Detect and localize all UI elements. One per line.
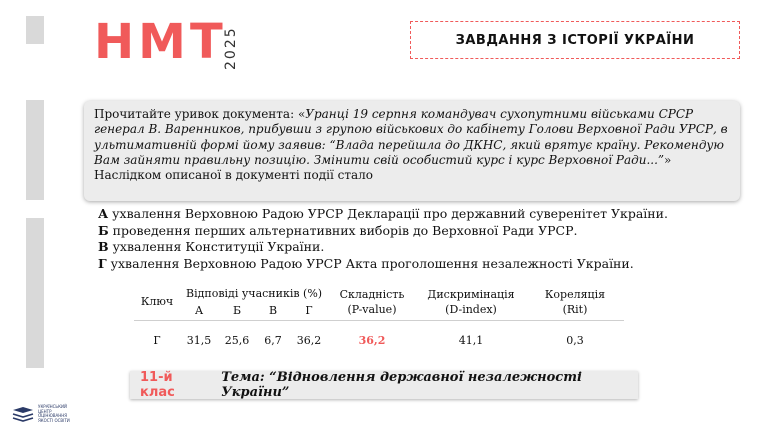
nmt-logo: НМТ bbox=[94, 14, 227, 70]
answer-option bbox=[98, 239, 668, 256]
response-value: 36,2 bbox=[296, 333, 322, 347]
org-logo bbox=[12, 405, 78, 423]
answer-option bbox=[98, 256, 668, 273]
document-excerpt: Уранці 19 серпня командувач сухопутними військами СРСР генерал В. Варенников, прибувши з групою військових до кабінету Голови Верховної Ради УРСР, в ультимативній формі йому заявив: “Влада перейшла до ДКНС, який врятує країну. Рекомендую Вам зайняти правильну позицію. Змінити свій особистий курс і курс Верховної Ради...” bbox=[94, 107, 728, 167]
book-icon bbox=[12, 406, 34, 422]
option-header: Г bbox=[290, 302, 328, 320]
answer-option bbox=[98, 206, 668, 223]
answer-letter: А bbox=[98, 206, 109, 221]
left-deco-bar-bottom bbox=[26, 218, 44, 368]
key-value: Г bbox=[153, 333, 161, 347]
org-name: УКРАЇНСЬКИЙ ЦЕНТР ОЦІНЮВАННЯ ЯКОСТІ ОСВІТИ bbox=[38, 404, 70, 423]
discrimination-value: 41,1 bbox=[458, 333, 484, 347]
discrimination-header: Дискримінація (D-index) bbox=[416, 284, 526, 320]
response-value: 31,5 bbox=[186, 333, 212, 347]
topic-banner bbox=[130, 371, 638, 399]
left-deco-bar-middle bbox=[26, 100, 44, 200]
answer-text: ухвалення Верховною Радою УРСР Декларації про державний суверенітет України. bbox=[112, 206, 668, 221]
response-value: 25,6 bbox=[224, 333, 250, 347]
answer-list bbox=[98, 206, 668, 272]
topic-label: Тема: “Відновлення державної незалежності України” bbox=[221, 370, 582, 400]
answer-text: ухвалення Конституції України. bbox=[112, 239, 325, 254]
responses-header: Відповіді учасників (%) bbox=[186, 286, 323, 300]
grade-label: 11-й клас bbox=[140, 370, 175, 400]
difficulty-header: Складність (P-value) bbox=[328, 284, 416, 320]
statistics-table bbox=[134, 284, 624, 360]
answer-letter: Б bbox=[98, 222, 109, 238]
correlation-header: Кореляція (Rit) bbox=[526, 284, 624, 320]
logo-year: 2025 bbox=[223, 26, 239, 70]
option-header: А bbox=[180, 302, 218, 320]
key-header: Ключ bbox=[134, 284, 180, 320]
option-header: Б bbox=[218, 302, 256, 320]
header-title-box bbox=[410, 21, 740, 59]
question-panel bbox=[84, 101, 740, 201]
page-title: ЗАВДАННЯ З ІСТОРІЇ УКРАЇНИ bbox=[455, 32, 695, 48]
answer-option bbox=[98, 223, 668, 240]
correlation-value: 0,3 bbox=[566, 333, 584, 347]
option-header: В bbox=[256, 302, 290, 320]
response-value: 6,7 bbox=[264, 333, 282, 347]
difficulty-value: 36,2 bbox=[358, 333, 386, 347]
answer-text: ухвалення Верховною Радою УРСР Акта проголошення незалежності України. bbox=[110, 255, 634, 271]
answer-letter: Г bbox=[98, 255, 107, 271]
left-deco-bar-top bbox=[26, 16, 44, 44]
answer-text: проведення перших альтернативних виборів до Верховної Ради УРСР. bbox=[112, 222, 578, 238]
question-prompt: Наслідком описаної в документі події стало bbox=[94, 168, 373, 183]
answer-letter: В bbox=[98, 239, 109, 254]
question-close-quote: » bbox=[664, 152, 672, 167]
question-intro: Прочитайте уривок документа: « bbox=[94, 107, 306, 121]
